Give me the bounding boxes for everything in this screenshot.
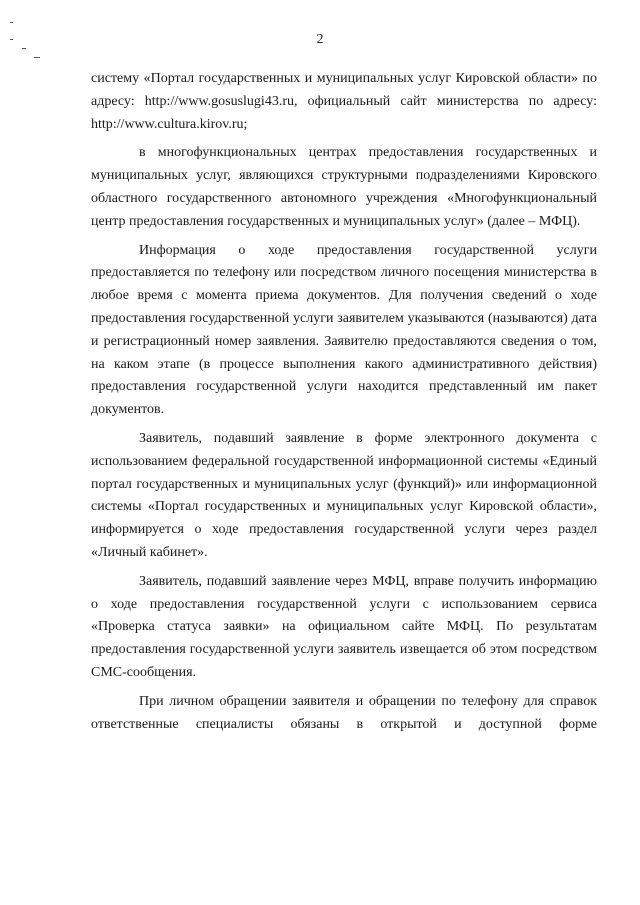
- scan-artifact: [10, 22, 13, 23]
- paragraph-electronic-application: Заявитель, подавший заявление в форме электронного документа с использованием федеральной государственной информационной системы «Единый портал государственных и муниципальных услуг (функций)» или информационной системы «Портал государственных и муниципальных услуг Кировской области», информируется о ходе предоставления государственной услуги через раздел «Личный кабинет».: [91, 430, 601, 560]
- paragraph-mfc-application: Заявитель, подавший заявление через МФЦ, вправе получить информацию о ходе предоставления государственной услуги с использованием сервиса «Проверка статуса заявки» на официальном сайте МФЦ. По результатам предоставления государственной услуги заявитель извещается об этом посредством СМС-сообщения.: [91, 573, 601, 680]
- scan-artifact: [22, 48, 26, 49]
- page-number: 2: [316, 32, 324, 47]
- paragraph-status-info: Информация о ходе предоставления государственной услуги предоставляется по телефону или посредством личного посещения министерства в любое время с момента приема документов. Для получения сведений о ходе предоставления государственной услуги заявителем указываются (называются) дата и регистрационный номер заявления. Заявителю предоставляются сведения о том, на каком этапе (в процессе выполнения какого административного действия) предоставления государственной услуги находится представленный им пакет документов.: [91, 242, 601, 418]
- paragraph-personal-request: При личном обращении заявителя и обращении по телефону для справок ответственные специалисты обязаны в открытой и доступной форме: [91, 693, 601, 732]
- paragraph-mfc-centers: в многофункциональных центрах предоставления государственных и муниципальных услуг, являющихся структурными подразделениями Кировского областного государственного автономного учреждения «Многофункциональный центр предоставления государственных и муниципальных услуг» (далее – МФЦ).: [91, 145, 601, 229]
- scan-artifact: [34, 57, 40, 58]
- paragraph-portal-address: систему «Портал государственных и муниципальных услуг Кировской области» по адресу: http://www.gosuslugi43.ru, официальный сайт министерства по адресу: http://www.cultura.kirov.ru;: [91, 71, 601, 132]
- document-body: [91, 68, 601, 742]
